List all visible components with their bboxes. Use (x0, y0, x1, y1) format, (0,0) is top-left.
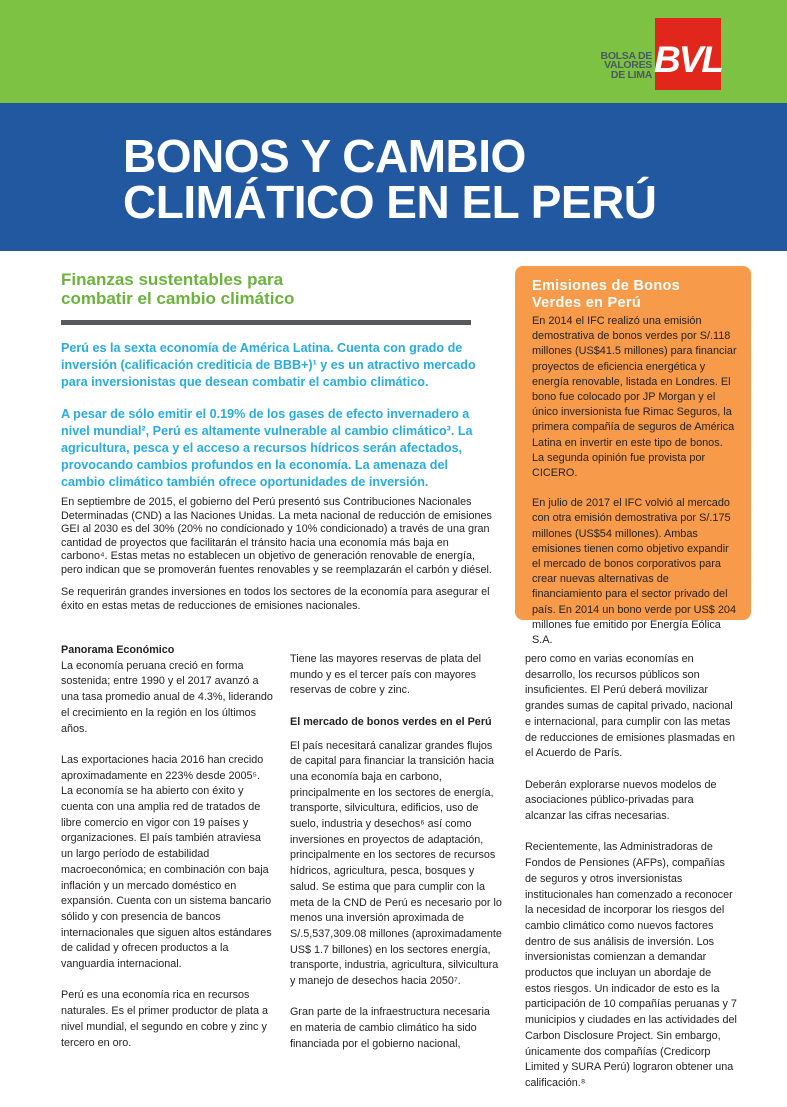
sidebar-paragraph-1: En 2014 el IFC realizó una emisión demostrativa de bonos verdes por S/.118 millones (US$41.5 millones) para financiar proyectos de eficiencia energética y energía renovable, listada en Londres. El bono fue colocado por JP Morgan y el único inversionista fue Rimac Seguros, la primera compañía de seguros de América Latina en invertir en este tipo de bonos. La segunda opinión fue provista por CICERO. (532, 315, 737, 480)
column-1-heading: Panorama Económico (61, 644, 175, 656)
intro-paragraph-2: Se requerirán grandes inversiones en todos los sectores de la economía para asegurar el éxito en estas metas de reducciones de emisiones nacionales. (61, 586, 490, 612)
logo-text (600, 49, 652, 81)
sidebar-title (532, 278, 737, 312)
intro-paragraph-1: En septiembre de 2015, el gobierno del Perú presentó sus Contribuciones Nacionales Determinadas (CND) a las Naciones Unidas. La meta nacional de reducción de emisiones GEI al 2030 es del 30% (20% no condicionado y 10% condicionado) a través de una gran cantidad de proyectos que facilitarán el tránsito hacia una economía más baja en carbono⁴. Estas metas no establecen un objetivo de generación renovable de energía, pero indican que se promoverán fuentes renovables y se reemplazarán el carbón y diésel. (61, 496, 492, 576)
subtitle-line-1: Finanzas sustentables para (61, 270, 284, 289)
column-2-paragraph-0: Tiene las mayores reservas de plata del mundo y es el tercer país con mayores reservas de cobre y zinc. (290, 653, 482, 697)
title-line-1: BONOS Y CAMBIO (123, 130, 526, 182)
logo-line-1: BOLSA DE (600, 49, 652, 62)
logo-line-2: VALORES (604, 59, 652, 72)
sidebar-paragraph-2: En julio de 2017 el IFC volvió al mercado con otra emisión demostrativa por S/.175 millones (US$54 millones). Ambas emisiones tienen como objetivo expandir el mercado de bonos corporativos para crear nuevas alternativas de financiamiento para el sector privado del país. En 2014 un bono verde por US$ 204 millones fue emitido por Energía Eólica S.A. (532, 497, 737, 647)
logo-mark: BVL (655, 18, 721, 90)
column-2-heading: El mercado de bonos verdes en el Perú (290, 715, 492, 728)
bvl-logo (601, 18, 721, 90)
divider (61, 320, 471, 325)
sidebar-title-line-2: Verdes en Perú (532, 295, 641, 311)
subtitle-line-2: combatir el cambio climático (61, 289, 295, 308)
sidebar-box (515, 266, 751, 647)
column-1-paragraph-3: Perú es una economía rica en recursos naturales. Es el primer productor de plata a nivel mundial, el segundo en cobre y zinc y tercero en oro. (61, 989, 269, 1049)
column-1-paragraph-1: La economía peruana creció en forma sostenida; entre 1990 y el 2017 avanzó a una tasa promedio anual de 4.3%, liderando el crecimiento en la región en los últimos años. (61, 659, 273, 735)
logo-line-3: DE LIMA (610, 68, 652, 81)
title-line-2: CLIMÁTICO EN EL PERÚ (123, 176, 657, 228)
column-3-paragraph-1: pero como en varias economías en desarrollo, los recursos públicos son insuficientes. El Perú deberá movilizar grandes sumas de capital privado, nacional e internacional, para cumplir con las metas de reducciones de emisiones plasmadas en el Acuerdo de París. (525, 653, 736, 760)
lead-paragraph-1: Perú es la sexta economía de América Latina. Cuenta con grado de inversión (calificación crediticia de BBB+)¹ y es un atractivo mercado para inversionistas que desean combatir el cambio climático. (61, 341, 476, 389)
column-3-paragraph-2: Deberán explorarse nuevos modelos de asociaciones público-privadas para alcanzar las cifras necesarias. (525, 778, 717, 823)
section-subtitle (61, 270, 481, 308)
column-3 (525, 652, 737, 1107)
column-2-paragraph-1: El país necesitará canalizar grandes flujos de capital para financiar la transición hacia una economía baja en carbono, principalmente en los sectores de energía, transporte, silvicultura, edificios, uso de suelo, industria y desechos⁶ así como inversiones en proyectos de adaptación, principalmente en los sectores de recursos hídricos, agricultura, pesca, bosques y salud. Se estima que para cumplir con la meta de la CND de Perú es necesario por lo menos una inversión aproximada de S/.5,537,309.08 millones (aproximadamente US$ 1.7 billones) en los sectores energía, transporte, industria, agricultura, silvicultura y manejo de desechos hacia 2050⁷. (290, 739, 502, 988)
column-2-paragraph-2: Gran parte de la infraestructura necesaria en materia de cambio climático ha sido financiada por el gobierno nacional, (290, 1006, 490, 1050)
column-1-paragraph-2: Las exportaciones hacia 2016 han crecido aproximadamente en 223% desde 2005⁵. La economía se ha abierto con éxito y cuenta con una amplia red de tratados de libre comercio en vigor con 19 países y organizaciones. El país también atraviesa un largo período de estabilidad macroeconómica; en combinación con baja inflación y un mercado doméstico en expansión. Cuenta con un sistema bancario sólido y con presencia de bancos internacionales que siguen altos estándares de calidad y ofrecen productos a la vanguardia internacional. (61, 753, 272, 971)
page-title (123, 130, 657, 228)
column-1 (61, 643, 273, 1067)
sidebar-title-line-1: Emisiones de Bonos (532, 278, 681, 294)
column-3-paragraph-3: Recientemente, las Administradoras de Fondos de Pensiones (AFPs), compañías de seguros y otros inversionistas institucionales han comenzado a reconocer la necesidad de incorporar los riesgos del cambio climático como nuevos factores dentro de sus análisis de inversión. Los inversionistas comienzan a demandar productos que incluyan un abordaje de estos riesgos. Un indicador de esto es la participación de 10 compañías peruanas y 7 municipios y ciudades en las actividades del Carbon Disclosure Project. Sin embargo, únicamente dos compañías (Credicorp Limited y SURA Perú) lograron obtener una calificación.⁸ (525, 841, 737, 1089)
lead-paragraph-2: A pesar de sólo emitir el 0.19% de los gases de efecto invernadero a nivel mundial², Perú es altamente vulnerable al cambio climático³. La agricultura, pesca y el acceso a recursos hídricos serán afectados, provocando cambios profundos en la economía. La amenaza del cambio climático también ofrece oportunidades de inversión. (61, 407, 473, 489)
title-band (0, 103, 787, 251)
top-band (0, 0, 787, 103)
column-2 (290, 652, 502, 1068)
